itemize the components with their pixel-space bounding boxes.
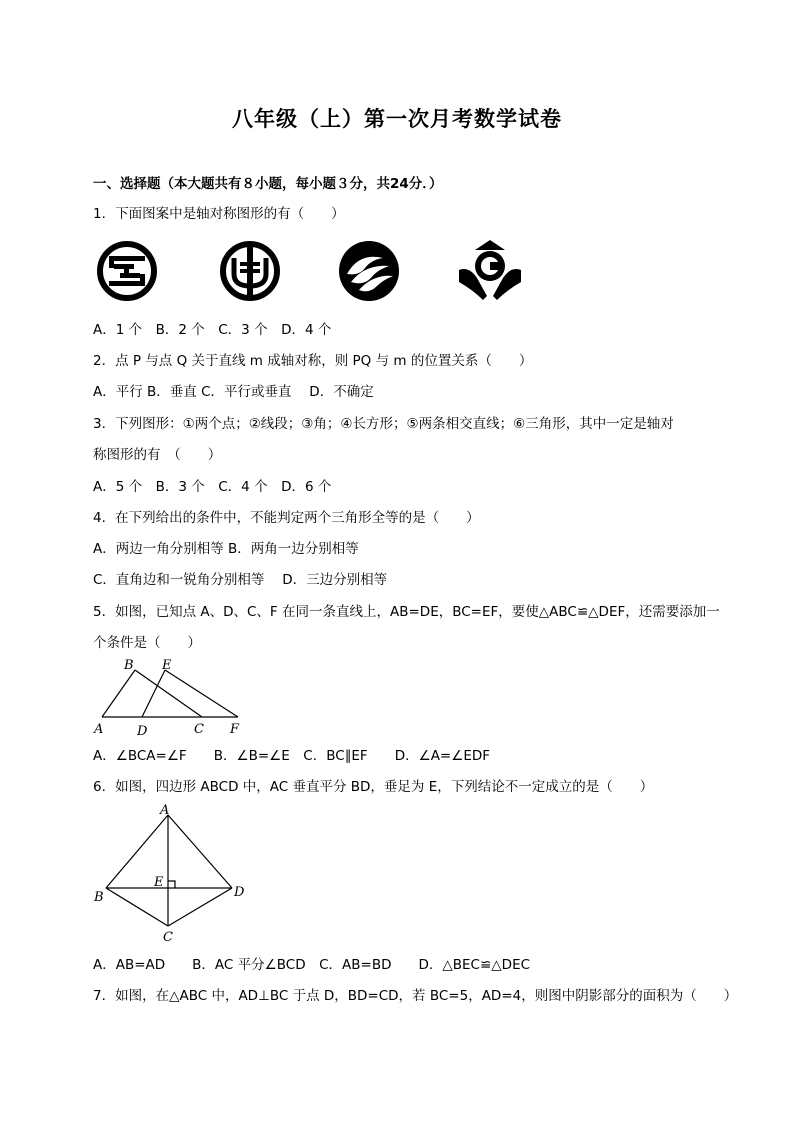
right-angle-mark (168, 881, 175, 888)
label-D: D (137, 724, 148, 739)
section-heading: 一、选择题（本大题共有８小题，每小题３分，共24分．） (93, 176, 443, 192)
segment-BC (106, 888, 168, 926)
bank-logo-2-icon (223, 244, 277, 298)
segment-AB (102, 670, 135, 717)
segment-AD (168, 815, 232, 888)
label-B: B (94, 890, 104, 905)
label-C: C (194, 722, 204, 737)
question-6-stem: 6．如图，四边形 ABCD 中，AC 垂直平分 BD，垂足为 E，下列结论不一定成立的是（ ） (93, 779, 654, 795)
label-A: A (160, 803, 170, 818)
segment-DC (168, 888, 232, 926)
question-3-options: A．5 个 B．3 个 C．4 个 D．6 个 (93, 479, 332, 495)
bank-logo-1-icon (100, 244, 154, 298)
segment-EF (165, 670, 238, 717)
question-1-figure (95, 238, 525, 304)
bank-logo-3-icon (459, 240, 521, 300)
label-C: C (163, 930, 173, 945)
question-5-stem-line2: 个条件是（ ） (93, 635, 201, 651)
mobile-logo-icon (339, 241, 399, 301)
question-5-stem-line1: 5．如图，已知点 A、D、C、F 在同一条直线上，AB=DE，BC=EF，要使△ABC≌△DEF，还需要添加一 (93, 604, 720, 620)
question-4-stem: 4．在下列给出的条件中，不能判定两个三角形全等的是（ ） (93, 510, 480, 526)
question-2-stem: 2．点 P 与点 Q 关于直线 m 成轴对称，则 PQ 与 m 的位置关系（ ） (93, 353, 533, 369)
question-4-options-line2: C．直角边和一锐角分别相等 D．三边分别相等 (93, 572, 388, 588)
question-3-stem-line1: 3．下列图形：①两个点；②线段；③角；④长方形；⑤两条相交直线；⑥三角形，其中一定是轴对 (93, 416, 674, 432)
label-B: B (124, 658, 134, 673)
label-D: D (234, 885, 245, 900)
question-6-figure (90, 803, 260, 948)
label-E: E (162, 658, 172, 673)
question-1-options: A．1 个 B．2 个 C．3 个 D．4 个 (93, 322, 332, 338)
label-F: F (230, 722, 240, 737)
question-6-options: A．AB=AD B．AC 平分∠BCD C．AB=BD D．△BEC≌△DEC (93, 957, 531, 973)
question-7-stem: 7．如图，在△ABC 中，AD⊥BC 于点 D，BD=CD，若 BC=5，AD=4，则图中阴影部分的面积为（ ） (93, 988, 738, 1004)
question-2-options: A．平行 B．垂直 C．平行或垂直 D．不确定 (93, 384, 374, 400)
label-A: A (94, 722, 104, 737)
page-title: 八年级（上）第一次月考数学试卷 (232, 107, 562, 131)
question-5-figure (90, 655, 250, 740)
question-4-options-line1: A．两边一角分别相等 B．两角一边分别相等 (93, 541, 359, 557)
question-1-stem: 1．下面图案中是轴对称图形的有（ ） (93, 206, 345, 222)
question-5-options: A．∠BCA=∠F B．∠B=∠E C．BC∥EF D．∠A=∠EDF (93, 748, 491, 764)
question-3-stem-line2: 称图形的有 （ ） (93, 447, 222, 463)
label-E: E (154, 875, 164, 890)
